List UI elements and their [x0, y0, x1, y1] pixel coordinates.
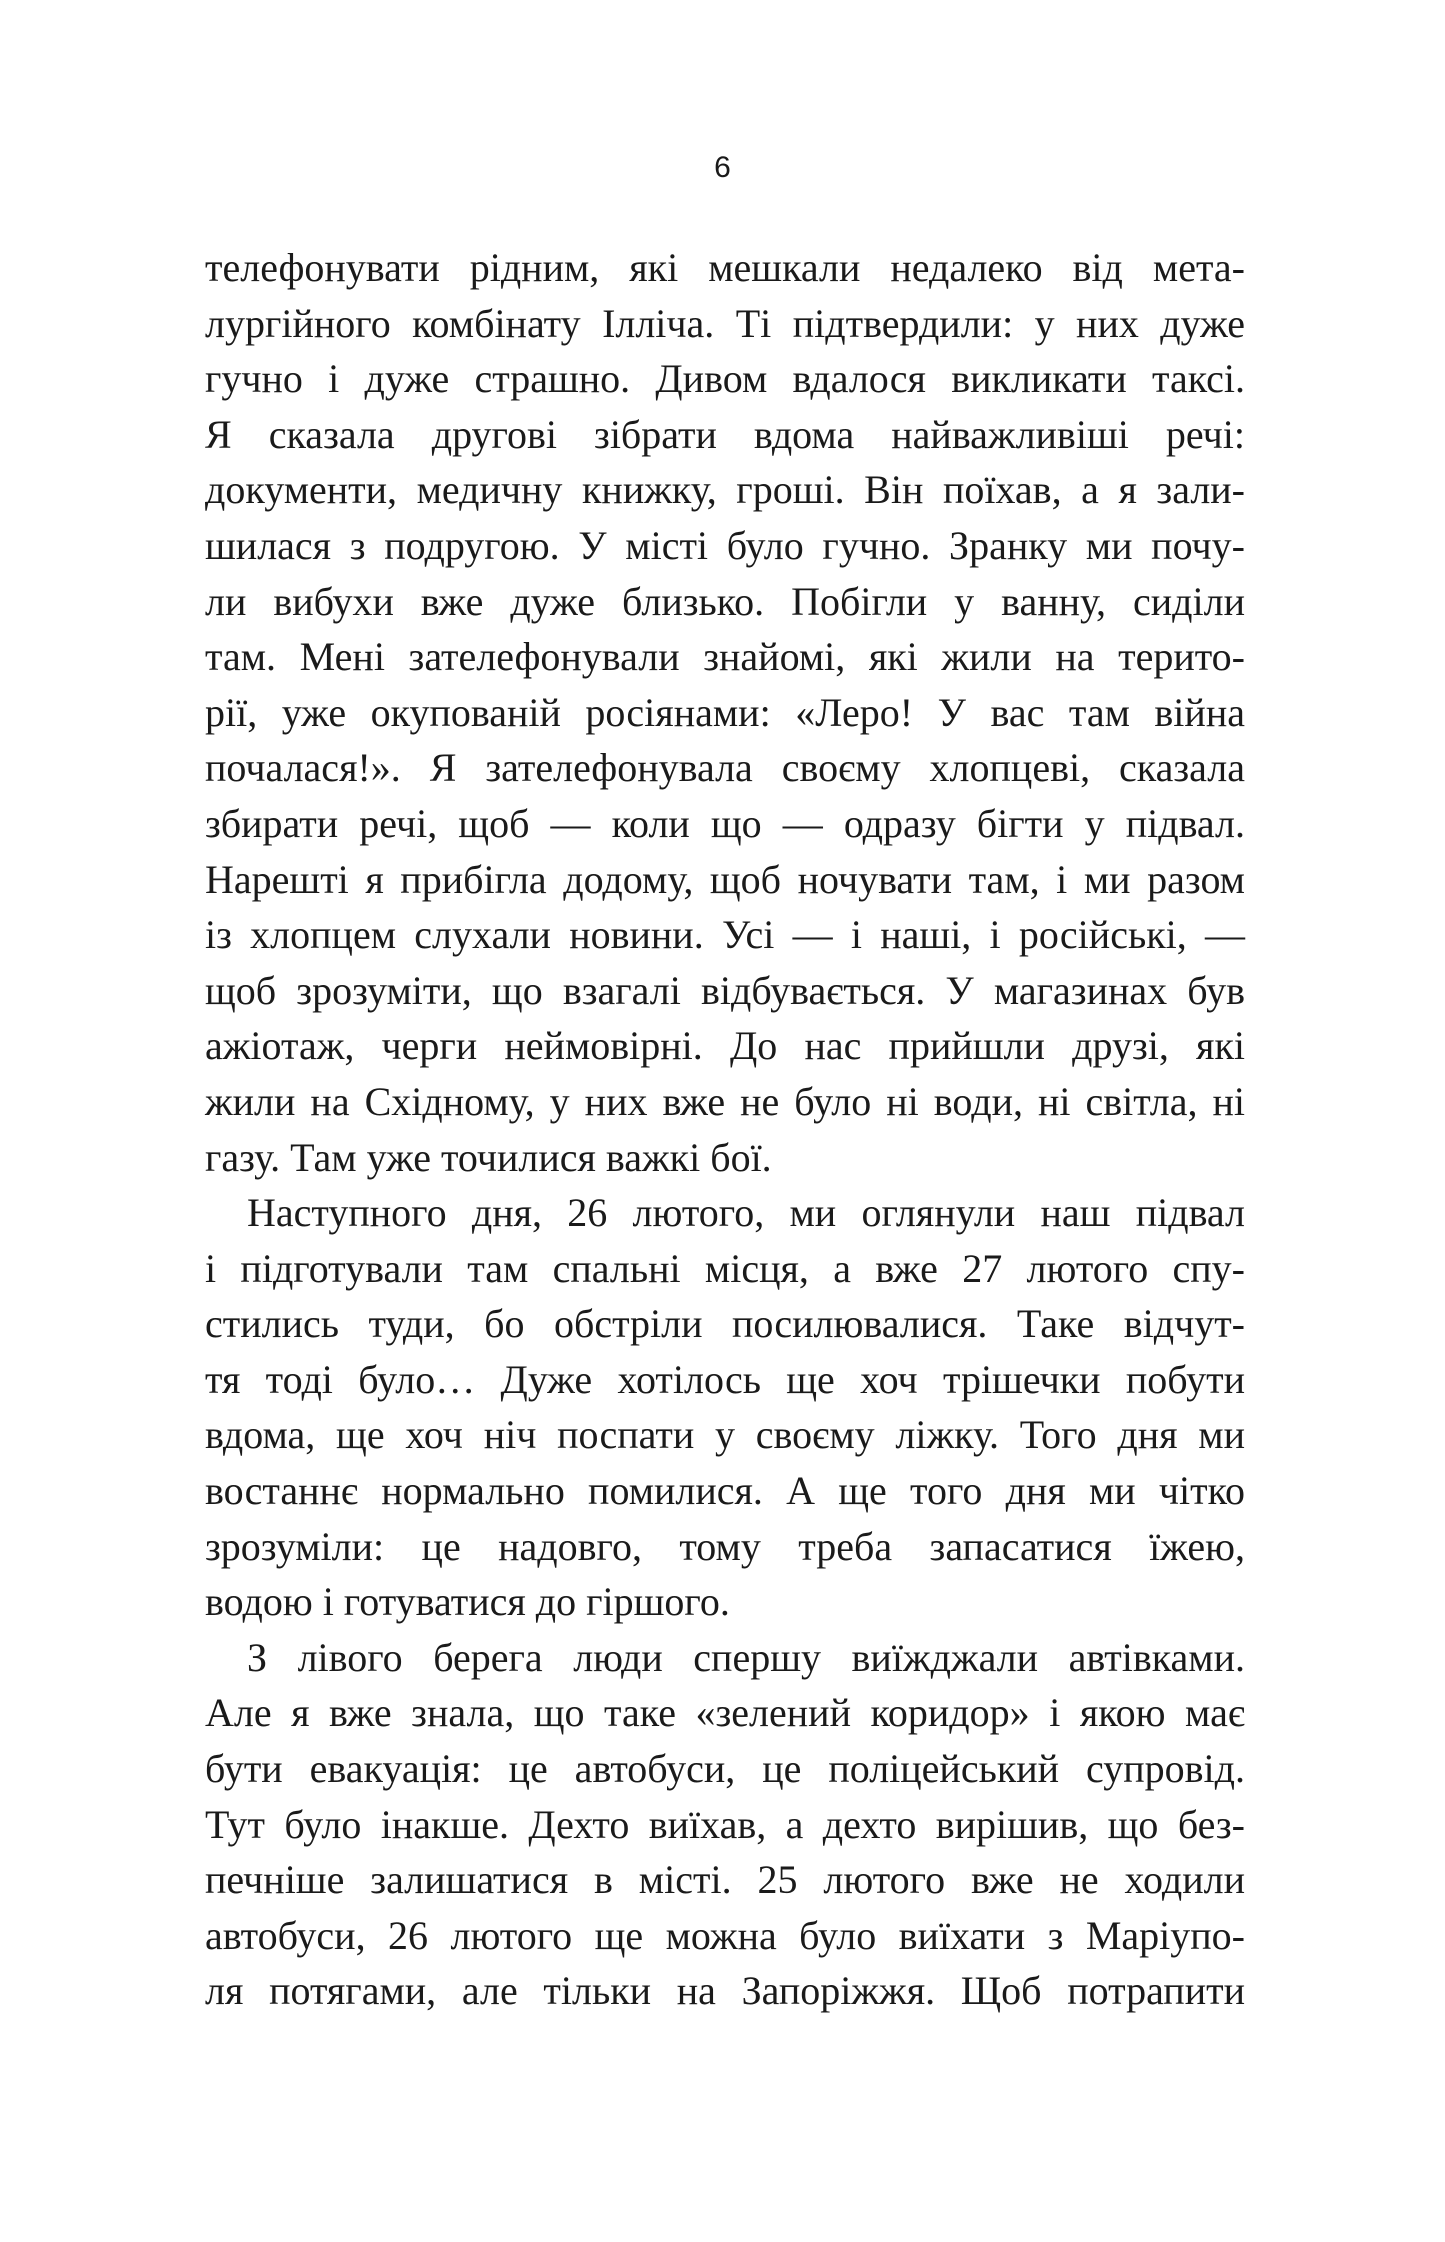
text-line: телефонувати рідним, які мешкали недалеко від мета-: [205, 245, 1245, 290]
text-line: ля потягами, але тільки на Запоріжжя. Щоб потрапити: [205, 1968, 1245, 2014]
text-line: Але я вже знала, що таке «зелений коридор» і якою має: [205, 1690, 1245, 1736]
text-line: документи, медичну книжку, гроші. Він поїхав, а я зали-: [205, 467, 1245, 513]
text-line: ажіотаж, черги неймовірні. До нас прийшли друзі, які: [205, 1023, 1245, 1069]
text-line: стились туди, бо обстріли посилювалися. Таке відчут-: [205, 1301, 1245, 1347]
text-line: бути евакуація: це автобуси, це поліцейський супровід.: [205, 1746, 1245, 1792]
text-line: шилася з подругою. У місті було гучно. Зранку ми почу-: [205, 522, 1245, 568]
text-line: щоб зрозуміти, що взагалі відбувається. У магазинах був: [205, 967, 1245, 1013]
text-line: З лівого берега люди спершу виїжджали автівками.: [247, 1634, 1245, 1680]
text-line: востаннє нормально помилися. А ще того дня ми чітко: [205, 1468, 1245, 1514]
text-line: почалася!». Я зателефонувала своєму хлопцеві, сказала: [205, 745, 1245, 791]
text-line: рії, уже окупованій росіянами: «Леро! У вас там війна: [205, 689, 1245, 735]
text-line: зрозуміли: це надовго, тому треба запасатися їжею,: [205, 1523, 1245, 1569]
text-line: Тут було інакше. Дехто виїхав, а дехто вирішив, що без-: [205, 1801, 1245, 1847]
text-line: печніше залишатися в місті. 25 лютого вже не ходили: [205, 1857, 1245, 1903]
text-line: лургійного комбінату Ілліча. Ті підтвердили: у них дуже: [205, 300, 1245, 346]
paragraph: [205, 1185, 1245, 1630]
text-line: із хлопцем слухали новини. Усі — і наші, і російські, —: [205, 912, 1245, 958]
text-line: газу. Там уже точилися важкі бої.: [205, 1134, 772, 1180]
text-line: Нарешті я прибігла додому, щоб ночувати там, і ми разом: [205, 856, 1245, 902]
text-line: Я сказала другові зібрати вдома найважливіші речі:: [205, 411, 1245, 457]
text-line: там. Мені зателефонували знайомі, які жили на терито-: [205, 634, 1245, 680]
text-line: вдома, ще хоч ніч поспати у своєму ліжку. Того дня ми: [205, 1412, 1245, 1458]
text-line: Наступного дня, 26 лютого, ми оглянули наш підвал: [247, 1190, 1245, 1236]
text-line: автобуси, 26 лютого ще можна було виїхати з Маріупо-: [205, 1912, 1245, 1958]
text-line: ли вибухи вже дуже близько. Побігли у ванну, сиділи: [205, 578, 1245, 624]
text-line: і підготували там спальні місця, а вже 27 лютого спу-: [205, 1245, 1245, 1291]
text-line: жили на Східному, у них вже не було ні води, ні світла, ні: [205, 1078, 1245, 1124]
text-line: збирати речі, щоб — коли що — одразу бігти у підвал.: [205, 800, 1245, 846]
paragraph: [205, 240, 1245, 1185]
text-line: гучно і дуже страшно. Дивом вдалося викликати таксі.: [205, 356, 1245, 402]
body-text: [205, 240, 1245, 2019]
text-line: водою і готуватися до гіршого.: [205, 1579, 730, 1625]
paragraph: [205, 1630, 1245, 2019]
text-line: тя тоді було… Дуже хотілось ще хоч трішечки побути: [205, 1356, 1245, 1402]
page-number: 6: [714, 151, 731, 184]
